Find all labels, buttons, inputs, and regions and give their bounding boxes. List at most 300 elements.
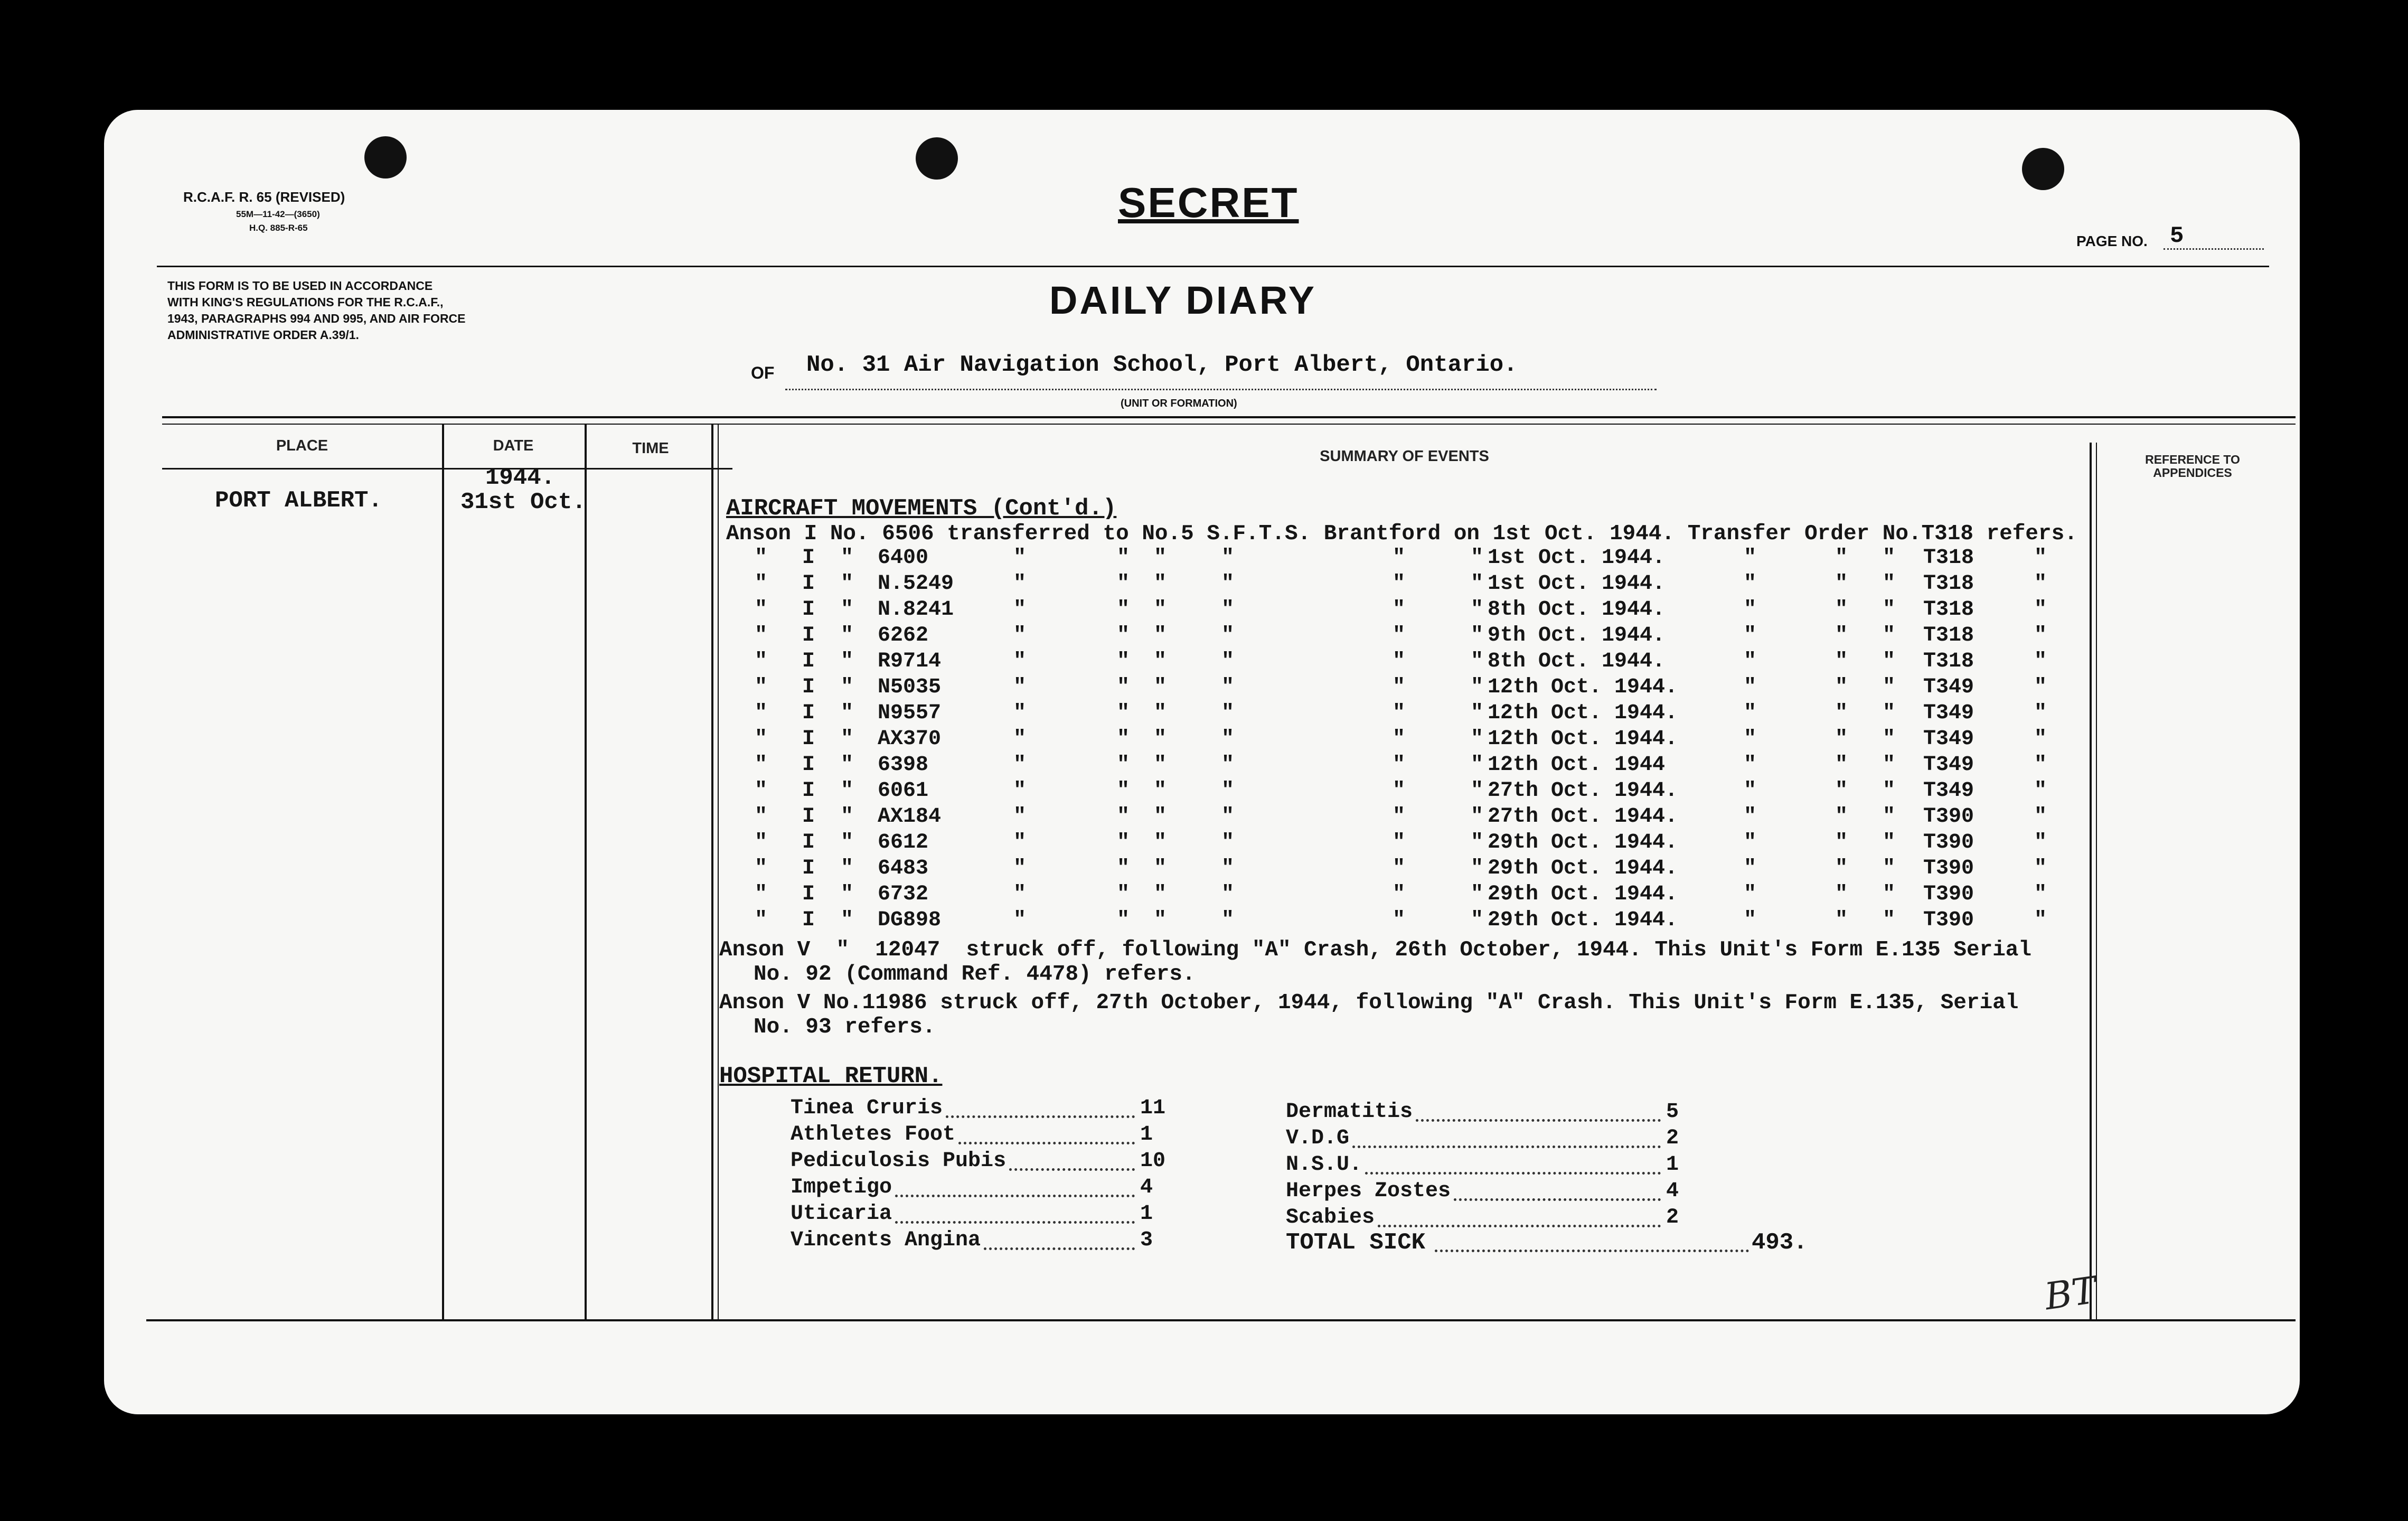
ditto-mark: " xyxy=(1835,701,1848,725)
aircraft-mark: I xyxy=(802,831,815,855)
classification-title: SECRET xyxy=(1118,179,1299,226)
ditto-mark: " xyxy=(1013,727,1027,751)
ditto-mark: " xyxy=(1117,882,1130,906)
ditto-mark: " xyxy=(1154,753,1167,777)
aircraft-serial: DG898 xyxy=(878,908,942,932)
ditto-mark: " xyxy=(1471,753,1484,777)
ditto-mark: " xyxy=(2034,908,2047,932)
ditto-mark: " xyxy=(1471,727,1484,751)
ditto-mark: " xyxy=(1117,831,1130,855)
ditto-mark: " xyxy=(1883,701,1896,725)
aircraft-first-line: Anson I No. 6506 transferred to No.5 S.F.T.S. Brantford on 1st Oct. 1944. Transfer Order No.T318 refers. xyxy=(726,522,2077,546)
ditto-mark: " xyxy=(2034,753,2047,777)
ditto-mark: " xyxy=(1013,882,1027,906)
ditto-mark: " xyxy=(1013,675,1027,699)
table-header-rule xyxy=(162,468,732,470)
ditto-mark: " xyxy=(1835,857,1848,880)
hospital-count: 1 xyxy=(1140,1202,1153,1226)
ditto-mark: " xyxy=(1117,598,1130,622)
ditto-mark: " xyxy=(755,831,768,855)
ditto-mark: " xyxy=(1117,701,1130,725)
ditto-mark: " xyxy=(1221,650,1235,673)
table-top-rule-2 xyxy=(162,424,2296,425)
ditto-mark: " xyxy=(755,805,768,829)
transfer-order: T318 xyxy=(1923,546,1974,570)
aircraft-serial: N.8241 xyxy=(878,598,954,622)
page-number-line xyxy=(2164,248,2264,250)
col-divider-reference-2 xyxy=(2096,443,2097,1319)
ditto-mark: " xyxy=(2034,598,2047,622)
transfer-order: T390 xyxy=(1923,831,1974,855)
transfer-order: T349 xyxy=(1923,753,1974,777)
ditto-mark: " xyxy=(2034,882,2047,906)
aircraft-mark: I xyxy=(802,650,815,673)
ditto-mark: " xyxy=(1883,831,1896,855)
ditto-mark: " xyxy=(1117,753,1130,777)
ditto-mark: " xyxy=(1883,753,1896,777)
dot-leader xyxy=(1416,1119,1661,1122)
ditto-mark: " xyxy=(1471,779,1484,803)
ditto-mark: " xyxy=(1471,675,1484,699)
dot-leader xyxy=(984,1247,1135,1250)
ditto-mark: " xyxy=(1221,701,1235,725)
ditto-mark: " xyxy=(2034,831,2047,855)
ditto-mark: " xyxy=(1835,572,1848,596)
ditto-mark: " xyxy=(841,675,854,699)
hospital-condition: Athletes Foot xyxy=(791,1123,956,1147)
ditto-mark: " xyxy=(1471,650,1484,673)
ditto-mark: " xyxy=(1744,805,1757,829)
unit-name: No. 31 Air Navigation School, Port Albert, Ontario. xyxy=(806,352,1518,378)
ditto-mark: " xyxy=(1744,753,1757,777)
struck-off-1b: No. 92 (Command Ref. 4478) refers. xyxy=(754,962,1196,987)
transfer-order: T349 xyxy=(1923,727,1974,751)
ditto-mark: " xyxy=(1883,779,1896,803)
ditto-mark: " xyxy=(1117,650,1130,673)
ditto-mark: " xyxy=(1221,546,1235,570)
ditto-mark: " xyxy=(1221,882,1235,906)
dot-leader xyxy=(1365,1172,1661,1175)
ditto-mark: " xyxy=(1744,701,1757,725)
col-header-date: DATE xyxy=(493,437,534,454)
ditto-mark: " xyxy=(1744,650,1757,673)
ditto-mark: " xyxy=(2034,701,2047,725)
ditto-mark: " xyxy=(841,805,854,829)
transfer-order: T349 xyxy=(1923,675,1974,699)
ditto-mark: " xyxy=(1154,546,1167,570)
ditto-mark: " xyxy=(1221,598,1235,622)
ditto-mark: " xyxy=(1117,675,1130,699)
of-label: OF xyxy=(751,363,775,382)
hospital-condition: Vincents Angina xyxy=(791,1228,981,1252)
ditto-mark: " xyxy=(1013,572,1027,596)
ditto-mark: " xyxy=(2034,727,2047,751)
ditto-mark: " xyxy=(1013,805,1027,829)
ditto-mark: " xyxy=(1471,701,1484,725)
dot-leader xyxy=(1378,1225,1661,1227)
ditto-mark: " xyxy=(1744,908,1757,932)
ditto-mark: " xyxy=(1154,701,1167,725)
dot-leader xyxy=(895,1195,1135,1197)
ditto-mark: " xyxy=(1883,857,1896,880)
aircraft-mark: I xyxy=(802,908,815,932)
ditto-mark: " xyxy=(1393,546,1406,570)
hospital-count: 4 xyxy=(1666,1179,1679,1203)
transfer-order: T349 xyxy=(1923,779,1974,803)
ditto-mark: " xyxy=(1221,779,1235,803)
dot-leader xyxy=(1009,1168,1135,1171)
ditto-mark: " xyxy=(1393,857,1406,880)
aircraft-heading: AIRCRAFT MOVEMENTS (Cont'd.) xyxy=(726,495,1117,522)
dot-leader xyxy=(1352,1146,1661,1148)
aircraft-serial: N5035 xyxy=(878,675,942,699)
hospital-condition: Dermatitis xyxy=(1286,1100,1413,1124)
aircraft-mark: I xyxy=(802,675,815,699)
ditto-mark: " xyxy=(1744,546,1757,570)
ditto-mark: " xyxy=(1117,624,1130,647)
aircraft-mark: I xyxy=(802,857,815,880)
ditto-mark: " xyxy=(755,624,768,647)
col-header-reference: REFERENCE TO APPENDICES xyxy=(2145,453,2240,480)
ditto-mark: " xyxy=(1393,650,1406,673)
punch-hole xyxy=(364,136,407,179)
total-sick-leader xyxy=(1435,1250,1749,1252)
ditto-mark: " xyxy=(1117,727,1130,751)
aircraft-serial: AX370 xyxy=(878,727,942,751)
ditto-mark: " xyxy=(2034,650,2047,673)
hospital-count: 2 xyxy=(1666,1206,1679,1229)
ditto-mark: " xyxy=(755,727,768,751)
ditto-mark: " xyxy=(1013,857,1027,880)
aircraft-date: 29th Oct. 1944. xyxy=(1488,882,1678,906)
entry-date: 31st Oct. xyxy=(460,489,586,515)
total-sick-label: TOTAL SICK xyxy=(1286,1229,1426,1256)
ditto-mark: " xyxy=(841,882,854,906)
ditto-mark: " xyxy=(755,701,768,725)
aircraft-date: 8th Oct. 1944. xyxy=(1488,598,1666,622)
hospital-count: 5 xyxy=(1666,1100,1679,1124)
col-header-place: PLACE xyxy=(276,437,328,454)
ditto-mark: " xyxy=(1221,908,1235,932)
aircraft-date: 29th Oct. 1944. xyxy=(1488,908,1678,932)
ditto-mark: " xyxy=(1117,546,1130,570)
punch-hole xyxy=(2022,148,2064,190)
ditto-mark: " xyxy=(1013,753,1027,777)
ditto-mark: " xyxy=(1835,675,1848,699)
aircraft-mark: I xyxy=(802,779,815,803)
ditto-mark: " xyxy=(1117,572,1130,596)
diary-card xyxy=(104,110,2300,1414)
hospital-condition: Impetigo xyxy=(791,1176,892,1199)
form-code-sub2: H.Q. 885-R-65 xyxy=(249,223,308,233)
transfer-order: T318 xyxy=(1923,598,1974,622)
hospital-condition: V.D.G xyxy=(1286,1126,1350,1150)
ditto-mark: " xyxy=(2034,857,2047,880)
col-divider-date xyxy=(585,424,587,1321)
ditto-mark: " xyxy=(755,650,768,673)
ditto-mark: " xyxy=(1393,624,1406,647)
ditto-mark: " xyxy=(1835,882,1848,906)
aircraft-serial: N9557 xyxy=(878,701,942,725)
ditto-mark: " xyxy=(1883,598,1896,622)
ditto-mark: " xyxy=(755,753,768,777)
aircraft-date: 12th Oct. 1944. xyxy=(1488,675,1678,699)
ditto-mark: " xyxy=(1221,831,1235,855)
transfer-order: T349 xyxy=(1923,701,1974,725)
ditto-mark: " xyxy=(1013,779,1027,803)
ditto-mark: " xyxy=(841,831,854,855)
ditto-mark: " xyxy=(755,857,768,880)
hospital-count: 10 xyxy=(1140,1149,1166,1173)
ditto-mark: " xyxy=(1883,805,1896,829)
transfer-order: T390 xyxy=(1923,908,1974,932)
ditto-mark: " xyxy=(1013,650,1027,673)
ditto-mark: " xyxy=(1471,857,1484,880)
hospital-condition: Pediculosis Pubis xyxy=(791,1149,1007,1173)
aircraft-date: 12th Oct. 1944. xyxy=(1488,727,1678,751)
entry-place: PORT ALBERT. xyxy=(215,487,382,514)
aircraft-serial: 6398 xyxy=(878,753,929,777)
transfer-order: T318 xyxy=(1923,572,1974,596)
ditto-mark: " xyxy=(1835,650,1848,673)
ditto-mark: " xyxy=(1154,572,1167,596)
ditto-mark: " xyxy=(1393,727,1406,751)
aircraft-serial: 6061 xyxy=(878,779,929,803)
aircraft-mark: I xyxy=(802,727,815,751)
ditto-mark: " xyxy=(1154,857,1167,880)
ditto-mark: " xyxy=(2034,675,2047,699)
ditto-mark: " xyxy=(1471,831,1484,855)
ditto-mark: " xyxy=(1883,675,1896,699)
aircraft-mark: I xyxy=(802,598,815,622)
hospital-condition: Tinea Cruris xyxy=(791,1096,943,1120)
ditto-mark: " xyxy=(1393,701,1406,725)
ditto-mark: " xyxy=(1471,598,1484,622)
ditto-mark: " xyxy=(1883,546,1896,570)
ditto-mark: " xyxy=(1393,753,1406,777)
ditto-mark: " xyxy=(1393,598,1406,622)
ditto-mark: " xyxy=(1744,857,1757,880)
ditto-mark: " xyxy=(1221,624,1235,647)
ditto-mark: " xyxy=(1471,546,1484,570)
col-divider-place xyxy=(442,424,444,1321)
hospital-condition: Uticaria xyxy=(791,1202,892,1226)
ditto-mark: " xyxy=(1221,675,1235,699)
aircraft-mark: I xyxy=(802,805,815,829)
ditto-mark: " xyxy=(1117,805,1130,829)
ditto-mark: " xyxy=(1013,701,1027,725)
ditto-mark: " xyxy=(1221,805,1235,829)
aircraft-mark: I xyxy=(802,753,815,777)
ditto-mark: " xyxy=(1221,572,1235,596)
unit-caption: (UNIT OR FORMATION) xyxy=(1121,398,1237,409)
ditto-mark: " xyxy=(1835,624,1848,647)
header-rule xyxy=(157,266,2269,267)
ditto-mark: " xyxy=(1471,805,1484,829)
ditto-mark: " xyxy=(1835,831,1848,855)
transfer-order: T390 xyxy=(1923,882,1974,906)
ditto-mark: " xyxy=(755,546,768,570)
ditto-mark: " xyxy=(1744,624,1757,647)
col-divider-reference xyxy=(2090,443,2092,1319)
ditto-mark: " xyxy=(1744,727,1757,751)
hospital-heading: HOSPITAL RETURN. xyxy=(719,1063,943,1090)
ditto-mark: " xyxy=(1744,572,1757,596)
ditto-mark: " xyxy=(755,882,768,906)
ditto-mark: " xyxy=(1883,624,1896,647)
ditto-mark: " xyxy=(1221,753,1235,777)
aircraft-mark: I xyxy=(802,546,815,570)
aircraft-date: 12th Oct. 1944. xyxy=(1488,701,1678,725)
aircraft-serial: 6400 xyxy=(878,546,929,570)
ditto-mark: " xyxy=(1393,882,1406,906)
ditto-mark: " xyxy=(1117,908,1130,932)
ditto-mark: " xyxy=(1835,598,1848,622)
dot-leader xyxy=(946,1115,1135,1118)
ditto-mark: " xyxy=(841,779,854,803)
ditto-mark: " xyxy=(841,650,854,673)
ditto-mark: " xyxy=(1883,650,1896,673)
ditto-mark: " xyxy=(1221,857,1235,880)
ditto-mark: " xyxy=(1835,546,1848,570)
ditto-mark: " xyxy=(1013,831,1027,855)
ditto-mark: " xyxy=(841,546,854,570)
ditto-mark: " xyxy=(1471,572,1484,596)
ditto-mark: " xyxy=(1883,882,1896,906)
col-header-summary: SUMMARY OF EVENTS xyxy=(1320,448,1489,465)
ditto-mark: " xyxy=(1835,779,1848,803)
hospital-count: 1 xyxy=(1666,1153,1679,1177)
aircraft-date: 9th Oct. 1944. xyxy=(1488,624,1666,647)
aircraft-date: 12th Oct. 1944 xyxy=(1488,753,1666,777)
transfer-order: T318 xyxy=(1923,624,1974,647)
ditto-mark: " xyxy=(841,598,854,622)
ditto-mark: " xyxy=(1013,624,1027,647)
col-divider-time-2 xyxy=(718,424,719,1321)
hospital-condition: N.S.U. xyxy=(1286,1153,1362,1177)
diary-title: DAILY DIARY xyxy=(1049,278,1316,322)
transfer-order: T318 xyxy=(1923,650,1974,673)
ditto-mark: " xyxy=(1471,624,1484,647)
total-sick-value: 493. xyxy=(1752,1229,1808,1256)
ditto-mark: " xyxy=(1835,753,1848,777)
form-code-sub1: 55M—11-42—(3650) xyxy=(236,209,320,219)
ditto-mark: " xyxy=(1393,805,1406,829)
ditto-mark: " xyxy=(1883,727,1896,751)
transfer-order: T390 xyxy=(1923,805,1974,829)
ditto-mark: " xyxy=(841,701,854,725)
struck-off-1a: Anson V " 12047 struck off, following "A" Crash, 26th October, 1944. This Unit's Form E.135 Serial xyxy=(719,938,2032,962)
ditto-mark: " xyxy=(2034,546,2047,570)
hospital-condition: Herpes Zostes xyxy=(1286,1179,1451,1203)
aircraft-mark: I xyxy=(802,882,815,906)
table-top-rule xyxy=(162,416,2296,418)
ditto-mark: " xyxy=(1154,831,1167,855)
hospital-count: 4 xyxy=(1140,1176,1153,1199)
ditto-mark: " xyxy=(1154,675,1167,699)
ditto-mark: " xyxy=(1393,908,1406,932)
ditto-mark: " xyxy=(841,857,854,880)
hospital-condition: Scabies xyxy=(1286,1206,1375,1229)
hospital-count: 11 xyxy=(1140,1096,1166,1120)
ditto-mark: " xyxy=(1744,831,1757,855)
ditto-mark: " xyxy=(1154,805,1167,829)
ditto-mark: " xyxy=(1154,650,1167,673)
dot-leader xyxy=(895,1221,1135,1224)
ditto-mark: " xyxy=(2034,572,2047,596)
handwritten-initials: BT xyxy=(2042,1268,2100,1319)
aircraft-mark: I xyxy=(802,701,815,725)
form-code: R.C.A.F. R. 65 (REVISED) xyxy=(183,189,345,205)
page-number: 5 xyxy=(2170,223,2184,249)
ditto-mark: " xyxy=(841,727,854,751)
ditto-mark: " xyxy=(841,624,854,647)
aircraft-date: 1st Oct. 1944. xyxy=(1488,572,1666,596)
ditto-mark: " xyxy=(1154,727,1167,751)
dot-leader xyxy=(1454,1198,1661,1201)
ditto-mark: " xyxy=(1013,546,1027,570)
aircraft-date: 29th Oct. 1944. xyxy=(1488,831,1678,855)
ditto-mark: " xyxy=(841,572,854,596)
aircraft-date: 1st Oct. 1944. xyxy=(1488,546,1666,570)
ditto-mark: " xyxy=(1393,831,1406,855)
ditto-mark: " xyxy=(841,908,854,932)
hospital-count: 2 xyxy=(1666,1126,1679,1150)
punch-hole xyxy=(916,137,958,180)
ditto-mark: " xyxy=(2034,624,2047,647)
aircraft-serial: 6732 xyxy=(878,882,929,906)
ditto-mark: " xyxy=(1154,624,1167,647)
ditto-mark: " xyxy=(1883,908,1896,932)
page-number-label: PAGE NO. xyxy=(2076,233,2148,249)
ditto-mark: " xyxy=(1013,598,1027,622)
ditto-mark: " xyxy=(1154,908,1167,932)
ditto-mark: " xyxy=(1154,598,1167,622)
unit-line xyxy=(785,389,1657,390)
ditto-mark: " xyxy=(1393,779,1406,803)
ditto-mark: " xyxy=(1471,908,1484,932)
ditto-mark: " xyxy=(1154,779,1167,803)
ditto-mark: " xyxy=(841,753,854,777)
ditto-mark: " xyxy=(1744,598,1757,622)
ditto-mark: " xyxy=(755,572,768,596)
ditto-mark: " xyxy=(1744,779,1757,803)
dot-leader xyxy=(958,1142,1135,1144)
ditto-mark: " xyxy=(1835,908,1848,932)
transfer-order: T390 xyxy=(1923,857,1974,880)
ditto-mark: " xyxy=(1221,727,1235,751)
table-bottom-rule xyxy=(146,1319,2296,1321)
aircraft-serial: 6262 xyxy=(878,624,929,647)
aircraft-mark: I xyxy=(802,624,815,647)
aircraft-serial: R9714 xyxy=(878,650,942,673)
aircraft-serial: 6612 xyxy=(878,831,929,855)
ditto-mark: " xyxy=(2034,779,2047,803)
struck-off-2b: No. 93 refers. xyxy=(754,1015,936,1039)
col-header-time: TIME xyxy=(632,440,669,457)
ditto-mark: " xyxy=(1883,572,1896,596)
col-divider-time xyxy=(711,424,713,1321)
ditto-mark: " xyxy=(755,779,768,803)
ditto-mark: " xyxy=(1835,727,1848,751)
ditto-mark: " xyxy=(1154,882,1167,906)
ditto-mark: " xyxy=(2034,805,2047,829)
aircraft-date: 8th Oct. 1944. xyxy=(1488,650,1666,673)
struck-off-2a: Anson V No.11986 struck off, 27th October, 1944, following "A" Crash. This Unit's Form E.135, Serial xyxy=(719,991,2019,1015)
ditto-mark: " xyxy=(1117,857,1130,880)
hospital-count: 3 xyxy=(1140,1228,1153,1252)
ditto-mark: " xyxy=(755,675,768,699)
